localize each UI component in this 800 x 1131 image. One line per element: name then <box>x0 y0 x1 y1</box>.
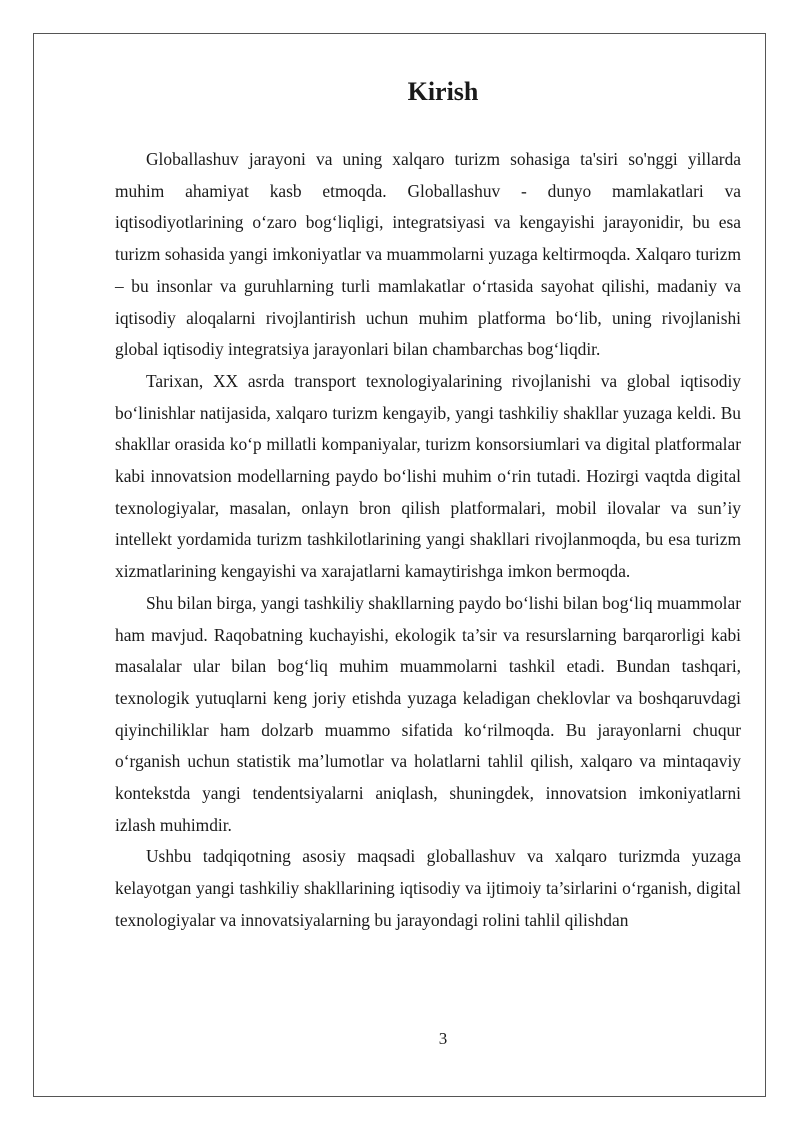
paragraph-2: Tarixan, XX asrda transport texnologiyalarining rivojlanishi va global iqtisodiy bo‘linishlar natijasida, xalqaro turizm kengayib, yangi tashkiliy shakllar yuzaga keldi. Bu shakllar orasida ko‘p millatli kompaniyalar, turizm konsorsiumlari va digital platformalar kabi innovatsion modellarning paydo bo‘lishi muhim o‘rin tutadi. Hozirgi vaqtda digital texnologiyalar, masalan, onlayn bron qilish platformalari, mobil ilovalar va sun’iy intellekt yordamida turizm tashkilotlarining yangi shakllari rivojlanmoqda, bu esa turizm xizmatlarining kengayishi va xarajatlarni kamaytirishga imkon bermoqda. <box>115 370 741 582</box>
paragraph-3: Shu bilan birga, yangi tashkiliy shakllarning paydo bo‘lishi bilan bog‘liq muammolar ham mavjud. Raqobatning kuchayishi, ekologik ta’sir va resurslarning barqarorligi kabi masalalar ular bilan bog‘liq muhim muammolarni tashkil etadi. Bundan tashqari, texnologik yutuqlarni keng joriy etishda yuzaga keladigan cheklovlar va boshqaruvdagi qiyinchiliklar ham dolzarb muammo sifatida ko‘rilmoqda. Bu jarayonlarni chuqur o‘rganish uchun statistik ma’lumotlar va holatlarni tahlil qilish, xalqaro va mintaqaviy kontekstda yangi tendentsiyalarni aniqlash, shuningdek, innovatsion imkoniyatlarni izlash muhimdir. <box>115 592 741 835</box>
page-title: Kirish <box>407 77 479 106</box>
paragraph-4: Ushbu tadqiqotning asosiy maqsadi globallashuv va xalqaro turizmda yuzaga kelayotgan yangi tashkiliy shakllarining iqtisodiy va ijtimoiy ta’sirlarini o‘rganish, digital texnologiyalar va innovatsiyalarning bu jarayondagi rolini tahlil qilishdan <box>115 846 741 930</box>
page-number: 3 <box>438 1029 448 1048</box>
paragraph-1: Globallashuv jarayoni va uning xalqaro turizm sohasiga ta'siri so'nggi yillarda muhim ahamiyat kasb etmoqda. Globallashuv - dunyo mamlakatlari va iqtisodiyotlarining o‘zaro bog‘liqligi, integratsiyasi va kengayishi jarayonidir, bu esa turizm sohasida yangi imkoniyatlar va muammolarni yuzaga keltirmoqda. Xalqaro turizm – bu insonlar va guruhlarning turli mamlakatlar o‘rtasida sayohat qilishi, madaniy va iqtisodiy aloqalarni rivojlantirish uchun muhim platforma bo‘lib, uning rivojlanishi global iqtisodiy integratsiya jarayonlari bilan chambarchas bog‘liqdir. <box>115 149 741 360</box>
document-body <box>115 144 741 937</box>
